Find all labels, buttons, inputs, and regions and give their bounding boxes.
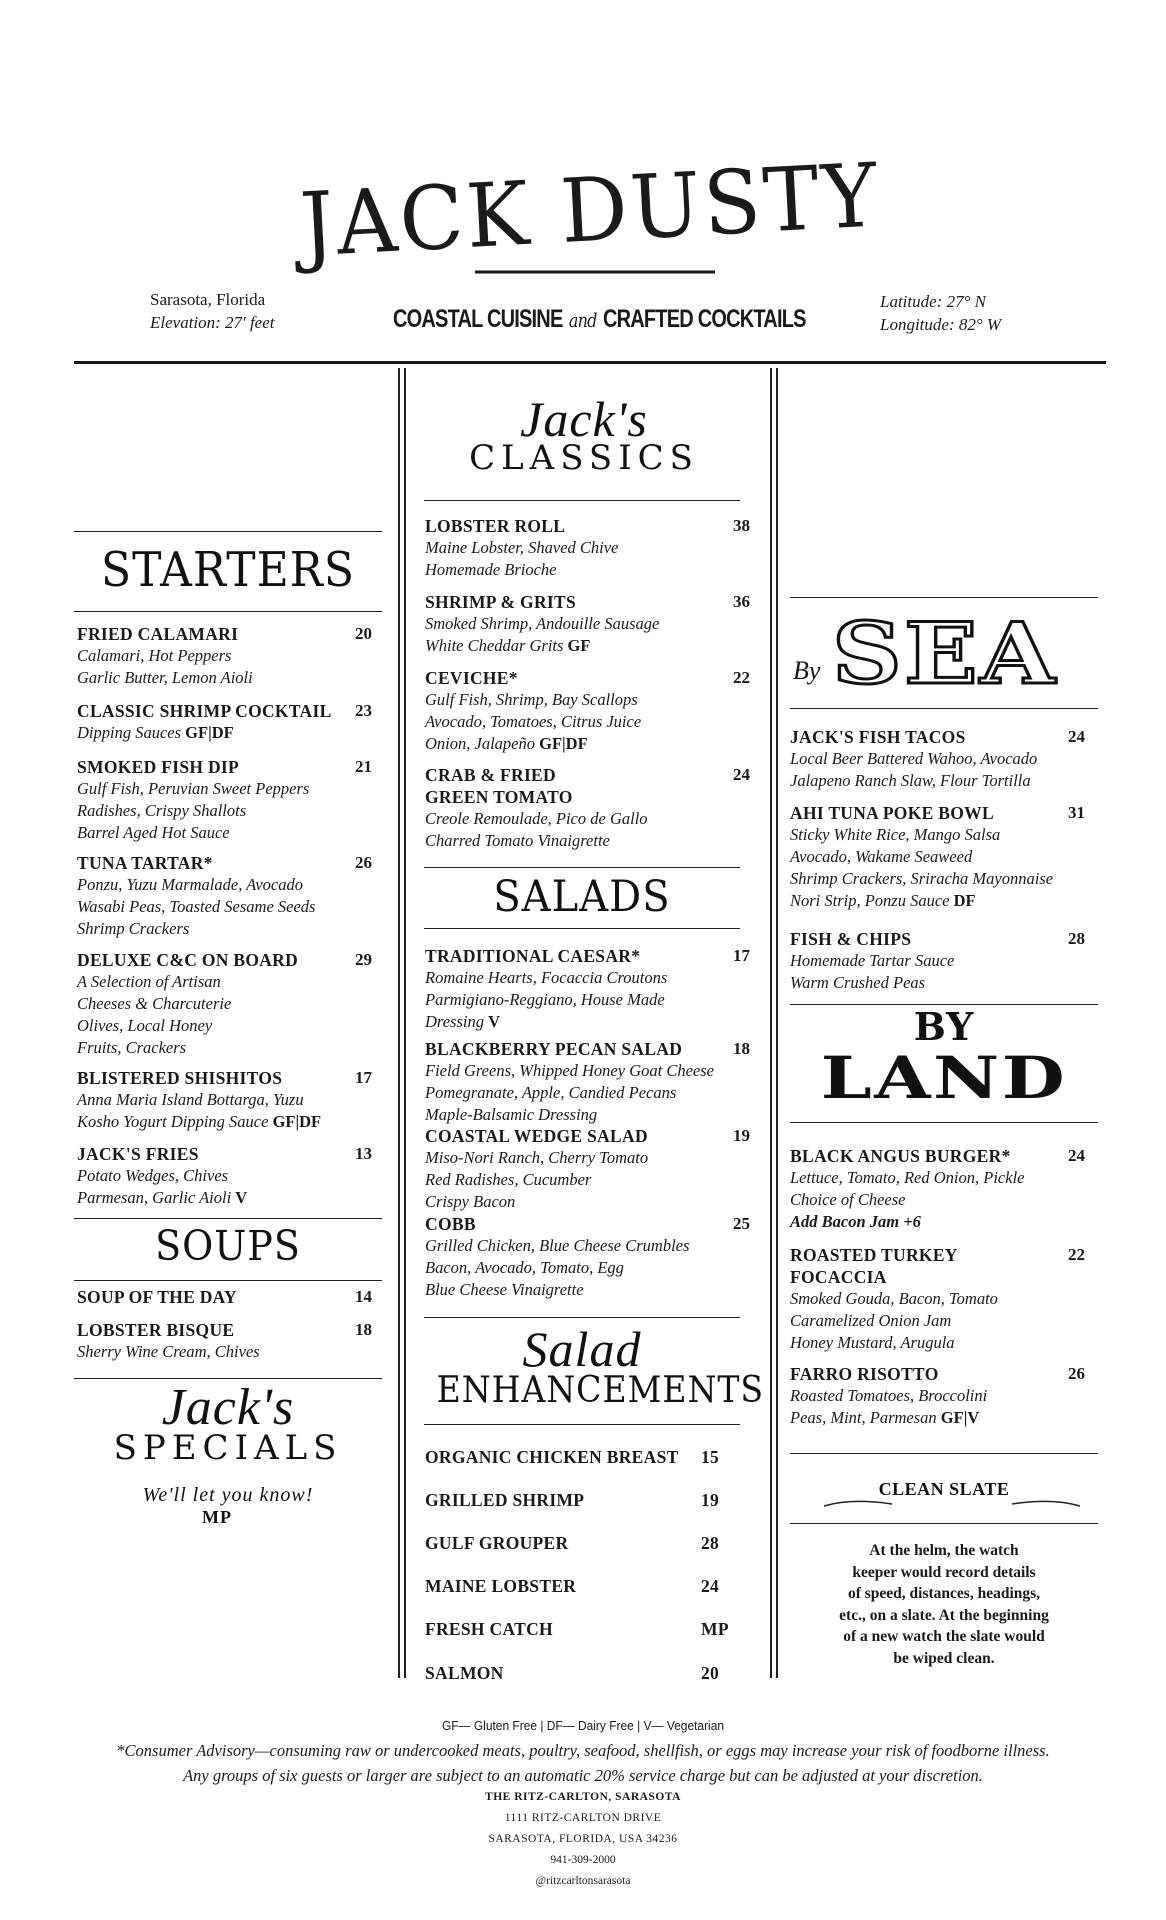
sea-by: By	[793, 656, 821, 685]
item-name: DELUXE C&C ON BOARD	[77, 950, 299, 970]
item-description: Roasted Tomatoes, Broccolini	[790, 1386, 988, 1405]
latitude: Latitude: 27° N	[880, 292, 986, 311]
enhancement-name: FRESH CATCH	[425, 1619, 553, 1639]
item-description: Crispy Bacon	[425, 1192, 516, 1211]
item-name: BLACKBERRY PECAN SALAD	[425, 1039, 683, 1059]
location-block	[150, 288, 274, 334]
item-description: Creole Remoulade, Pico de Gallo	[425, 809, 648, 828]
tagline	[393, 305, 806, 334]
menu-item	[790, 802, 1100, 912]
enhancement-price: 28	[701, 1533, 720, 1553]
menu-item	[77, 756, 377, 844]
item-description: Avocado, Tomatoes, Citrus Juice	[425, 712, 642, 731]
section-rule	[424, 1317, 740, 1318]
item-price: 25	[733, 1214, 750, 1233]
item-name: FISH & CHIPS	[790, 929, 912, 949]
item-description: Nori Strip, Ponzu Sauce DF	[790, 891, 976, 910]
item-price: 20	[355, 624, 372, 643]
item-description: Lettuce, Tomato, Red Onion, Pickle	[790, 1168, 1025, 1187]
item-description: Shrimp Crackers	[77, 919, 190, 938]
item-description: Barrel Aged Hot Sauce	[77, 823, 230, 842]
item-description: Pomegranate, Apple, Candied Pecans	[425, 1083, 677, 1102]
item-description: Wasabi Peas, Toasted Sesame Seeds	[77, 897, 316, 916]
enhancement-name: SALMON	[425, 1663, 504, 1683]
item-name: CLASSIC SHRIMP COCKTAIL	[77, 701, 332, 721]
classics-script-heading: Jack's	[520, 391, 648, 447]
item-description: Fruits, Crackers	[77, 1038, 187, 1057]
item-description: Kosho Yogurt Dipping Sauce GF|DF	[77, 1112, 322, 1131]
sea-heading	[790, 604, 1098, 703]
menu-item	[77, 1067, 377, 1133]
address-line-2: SARASOTA, FLORIDA, USA 34236	[488, 1833, 678, 1845]
enhancement-price: 15	[701, 1447, 720, 1467]
item-name: TRADITIONAL CAESAR*	[425, 946, 641, 966]
item-name: AHI TUNA POKE BOWL	[790, 803, 994, 823]
enhancement-item	[425, 1576, 745, 1597]
enhancement-item	[425, 1447, 745, 1468]
dietary-tag: V	[488, 1012, 501, 1031]
dietary-tag: GF|DF	[539, 734, 588, 753]
tagline-left: COASTAL CUISINE	[393, 305, 563, 333]
enhancement-name: GULF GROUPER	[425, 1533, 569, 1553]
item-description: A Selection of Artisan	[77, 972, 221, 991]
menu-item	[77, 852, 377, 940]
enhancement-price: 24	[701, 1576, 720, 1596]
item-description: Homemade Brioche	[425, 560, 557, 579]
specials-note: We'll let you know!	[142, 1484, 314, 1506]
clean-slate-text	[790, 1540, 1098, 1669]
section-rule	[790, 1523, 1098, 1524]
sea-title: SEA	[832, 604, 1058, 703]
item-price: 18	[355, 1320, 372, 1339]
enhancements-script-heading: Salad	[522, 1321, 642, 1377]
item-name: LOBSTER BISQUE	[77, 1320, 235, 1340]
item-description: Choice of Cheese	[790, 1190, 906, 1209]
phone-number: 941-309-2000	[550, 1854, 616, 1866]
enhancement-name: GRILLED SHRIMP	[425, 1490, 585, 1510]
menu-item	[77, 1319, 377, 1363]
venue-name: THE RITZ-CARLTON, SARASOTA	[485, 1791, 681, 1803]
service-charge-note: Any groups of six guests or larger are subject to an automatic 20% service charge but can be adjusted at your discretion.	[183, 1766, 983, 1785]
item-price: 24	[1068, 727, 1085, 746]
item-description: Smoked Gouda, Bacon, Tomato	[790, 1289, 998, 1308]
tagline-right: CRAFTED COCKTAILS	[602, 305, 806, 333]
starters-heading: STARTERS	[101, 542, 355, 599]
item-description: Parmesan, Garlic Aioli V	[77, 1188, 248, 1207]
section-rule	[74, 1218, 382, 1219]
column-divider	[776, 368, 778, 1678]
dietary-tag: GF|V	[940, 1408, 980, 1427]
item-description: Cheeses & Charcuterie	[77, 994, 232, 1013]
location-city: Sarasota, Florida	[150, 290, 266, 309]
item-description: Charred Tomato Vinaigrette	[425, 831, 610, 850]
item-description: Caramelized Onion Jam	[790, 1311, 952, 1330]
item-price: 17	[733, 946, 750, 965]
menu-item	[790, 928, 1100, 994]
coordinates-block	[880, 290, 1001, 336]
item-price: 14	[355, 1287, 372, 1306]
clean-slate-line: etc., on a slate. At the beginning	[839, 1606, 1049, 1624]
item-price: 28	[1068, 929, 1085, 948]
section-rule	[424, 1424, 740, 1425]
address-line-1: 1111 RITZ-CARLTON DRIVE	[504, 1812, 662, 1824]
tagline-amp: and	[568, 308, 597, 332]
item-description: Miso-Nori Ranch, Cherry Tomato	[425, 1148, 649, 1167]
enhancement-price: 19	[701, 1490, 720, 1510]
menu-item	[425, 591, 750, 657]
section-rule	[790, 597, 1098, 598]
location-elevation: Elevation: 27' feet	[150, 313, 275, 332]
item-description: Gulf Fish, Peruvian Sweet Peppers	[77, 779, 310, 798]
item-name-line-2: GREEN TOMATO	[425, 787, 573, 807]
item-price: 24	[1068, 1146, 1085, 1165]
section-rule	[74, 611, 382, 612]
dietary-tag: V	[235, 1188, 248, 1207]
item-description: Local Beer Battered Wahoo, Avocado	[790, 749, 1038, 768]
item-name: SHRIMP & GRITS	[425, 592, 577, 612]
section-rule	[424, 867, 740, 868]
soups-heading: SOUPS	[155, 1222, 301, 1270]
item-name: FARRO RISOTTO	[790, 1364, 939, 1384]
consumer-advisory: *Consumer Advisory—consuming raw or undercooked meats, poultry, seafood, shellfish, or eggs may increase your risk of foodborne illness.	[116, 1741, 1050, 1760]
section-rule	[790, 708, 1098, 709]
logo-graphic	[297, 140, 914, 280]
restaurant-logo	[297, 140, 914, 280]
item-description: Sherry Wine Cream, Chives	[77, 1342, 260, 1361]
item-name: JACK'S FISH TACOS	[790, 727, 966, 747]
menu-item	[77, 700, 377, 744]
menu-item	[425, 515, 750, 581]
item-name: SOUP OF THE DAY	[77, 1287, 237, 1307]
enhancement-item	[425, 1619, 745, 1640]
item-price: 19	[733, 1126, 750, 1145]
dietary-tag: GF	[567, 636, 591, 655]
item-description: Ponzu, Yuzu Marmalade, Avocado	[77, 875, 303, 894]
section-rule	[424, 928, 740, 929]
menu-item	[790, 1363, 1100, 1429]
clean-slate-line: of speed, distances, headings,	[847, 1585, 1041, 1602]
menu-item	[77, 1143, 377, 1209]
item-add-on: Add Bacon Jam +6	[790, 1212, 921, 1231]
dietary-legend: GF— Gluten Free | DF— Dairy Free | V— Vegetarian	[441, 1718, 725, 1733]
clean-slate-heading: CLEAN SLATE	[878, 1479, 1010, 1499]
item-name: JACK'S FRIES	[77, 1144, 199, 1164]
longitude: Longitude: 82° W	[880, 315, 1002, 334]
item-description: Homemade Tartar Sauce	[790, 951, 955, 970]
item-description: Sticky White Rice, Mango Salsa	[790, 825, 1001, 844]
item-description: Jalapeno Ranch Slaw, Flour Tortilla	[790, 771, 1031, 790]
salads-heading: SALADS	[493, 872, 671, 922]
item-name: BLACK ANGUS BURGER*	[790, 1146, 1011, 1166]
menu-item	[425, 945, 750, 1033]
enhancement-item	[425, 1663, 745, 1684]
menu-item	[425, 1213, 750, 1301]
column-divider	[404, 368, 406, 1678]
item-description: Bacon, Avocado, Tomato, Egg	[425, 1258, 624, 1277]
item-price: 31	[1068, 803, 1085, 822]
item-description: Honey Mustard, Arugula	[790, 1333, 955, 1352]
specials-price: MP	[202, 1507, 232, 1527]
item-price: 26	[1068, 1364, 1085, 1383]
social-handle: @ritzcarltonsarasota	[535, 1875, 631, 1887]
menu-item	[77, 1286, 377, 1308]
item-description: Romaine Hearts, Focaccia Croutons	[425, 968, 668, 987]
item-description: Olives, Local Honey	[77, 1016, 213, 1035]
land-title: LAND	[820, 1044, 1068, 1112]
item-price: 23	[355, 701, 372, 720]
menu-item	[790, 726, 1100, 792]
section-rule	[790, 1122, 1098, 1123]
item-description: Parmigiano-Reggiano, House Made	[425, 990, 665, 1009]
item-price: 17	[355, 1068, 372, 1087]
item-description: Dressing V	[425, 1012, 501, 1031]
menu-item	[77, 949, 377, 1059]
item-price: 36	[733, 592, 750, 611]
item-description: Onion, Jalapeño GF|DF	[425, 734, 588, 753]
menu-item	[425, 1038, 750, 1126]
enhancements-heading: ENHANCEMENTS	[436, 1370, 764, 1411]
item-description: Maine Lobster, Shaved Chive	[425, 538, 619, 557]
item-name: TUNA TARTAR*	[77, 853, 213, 873]
section-rule	[424, 500, 740, 501]
clean-slate-line: keeper would record details	[852, 1563, 1036, 1581]
item-name: CRAB & FRIED	[425, 765, 556, 785]
item-description: Anna Maria Island Bottarga, Yuzu	[77, 1090, 304, 1109]
enhancement-item	[425, 1490, 745, 1511]
specials-script-heading: Jack's	[161, 1379, 295, 1436]
item-description: Gulf Fish, Shrimp, Bay Scallops	[425, 690, 638, 709]
menu-item	[425, 1125, 750, 1213]
item-description: Red Radishes, Cucumber	[425, 1170, 592, 1189]
dietary-tag: GF|DF	[185, 723, 234, 742]
land-by: BY	[913, 1004, 975, 1049]
item-price: 38	[733, 516, 750, 535]
classics-heading: CLASSICS	[469, 438, 699, 478]
item-price: 24	[733, 765, 750, 784]
logo-text: JACK DUSTY	[297, 141, 914, 277]
enhancement-price: MP	[701, 1619, 729, 1639]
menu-item	[425, 667, 750, 755]
column-divider	[770, 368, 772, 1678]
item-price: 22	[733, 668, 750, 687]
flourish-ornament	[822, 1494, 1082, 1510]
column-divider	[398, 368, 400, 1678]
item-description: Peas, Mint, Parmesan GF|V	[790, 1408, 980, 1427]
item-name: SMOKED FISH DIP	[77, 757, 240, 777]
menu-item	[77, 623, 377, 689]
header-rule	[74, 361, 1106, 364]
item-description: Garlic Butter, Lemon Aioli	[77, 668, 253, 687]
clean-slate-line: At the helm, the watch	[869, 1542, 1019, 1559]
item-name-line-2: FOCACCIA	[790, 1267, 887, 1287]
section-rule	[74, 1280, 382, 1281]
item-description: Potato Wedges, Chives	[77, 1166, 229, 1185]
item-description: Grilled Chicken, Blue Cheese Crumbles	[425, 1236, 690, 1255]
clean-slate-line: of a new watch the slate would	[843, 1628, 1045, 1645]
item-name: ROASTED TURKEY	[790, 1245, 958, 1265]
item-description: Blue Cheese Vinaigrette	[425, 1280, 584, 1299]
dietary-tag: DF	[953, 891, 976, 910]
item-name: COBB	[425, 1214, 476, 1234]
enhancement-price: 20	[701, 1663, 720, 1683]
menu-item	[425, 764, 750, 852]
specials-heading: SPECIALS	[113, 1428, 343, 1468]
item-description: Shrimp Crackers, Sriracha Mayonnaise	[790, 869, 1054, 888]
section-rule	[74, 531, 382, 532]
item-price: 22	[1068, 1245, 1085, 1264]
item-price: 18	[733, 1039, 750, 1058]
item-price: 29	[355, 950, 372, 969]
item-description: White Cheddar Grits GF	[425, 636, 591, 655]
item-description: Dipping Sauces GF|DF	[77, 723, 234, 742]
item-description: Radishes, Crispy Shallots	[77, 801, 247, 820]
item-name: BLISTERED SHISHITOS	[77, 1068, 283, 1088]
item-price: 21	[355, 757, 372, 776]
item-description: Field Greens, Whipped Honey Goat Cheese	[425, 1061, 714, 1080]
item-price: 13	[355, 1144, 372, 1163]
enhancement-item	[425, 1533, 745, 1554]
item-name: FRIED CALAMARI	[77, 624, 239, 644]
item-name: LOBSTER ROLL	[425, 516, 566, 536]
item-price: 26	[355, 853, 372, 872]
item-description: Avocado, Wakame Seaweed	[790, 847, 973, 866]
item-name: COASTAL WEDGE SALAD	[425, 1126, 648, 1146]
item-description: Warm Crushed Peas	[790, 973, 926, 992]
item-description: Maple-Balsamic Dressing	[425, 1105, 598, 1124]
dietary-tag: GF|DF	[272, 1112, 322, 1131]
item-description: Smoked Shrimp, Andouille Sausage	[425, 614, 660, 633]
clean-slate-line: be wiped clean.	[893, 1649, 995, 1667]
section-rule	[790, 1453, 1098, 1454]
item-description: Calamari, Hot Peppers	[77, 646, 232, 665]
menu-item	[790, 1145, 1100, 1233]
menu-item	[790, 1244, 1100, 1354]
enhancement-name: ORGANIC CHICKEN BREAST	[425, 1447, 679, 1467]
item-name: CEVICHE*	[425, 668, 518, 688]
enhancement-name: MAINE LOBSTER	[425, 1576, 577, 1596]
